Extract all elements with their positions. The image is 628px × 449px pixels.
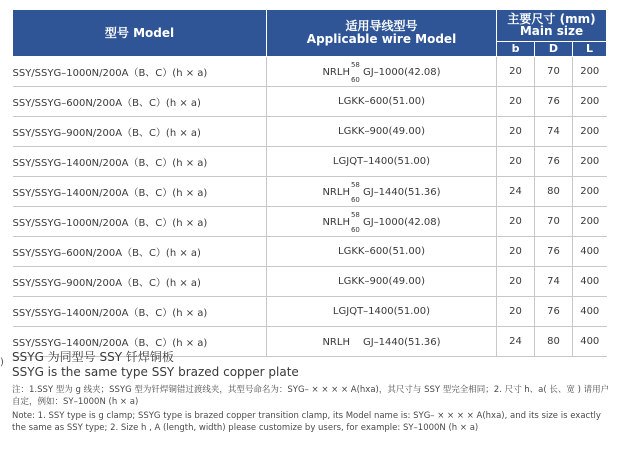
table-row (13, 117, 607, 147)
table-row (13, 267, 607, 297)
wire-suffix: GJ–1440(51.36) (362, 186, 441, 198)
wire-fraction (350, 210, 362, 234)
wire-prefix: LGKK–900(49.00) (338, 276, 425, 287)
fraction-top: 58 (350, 210, 360, 219)
model-cell: SSY/SSYG–1400N/200A（B、C）(h × a) (13, 297, 267, 327)
l-cell: 200 (573, 117, 607, 147)
b-cell: 20 (497, 207, 535, 237)
wire-cell (267, 327, 497, 357)
wire-prefix: LGKK–600(51.00) (338, 246, 425, 257)
wire-prefix: LGJQT–1400(51.00) (332, 306, 431, 317)
wire-cell (267, 87, 497, 117)
d-cell: 80 (535, 177, 573, 207)
l-cell: 200 (573, 57, 607, 87)
wire-prefix: NRLH (322, 186, 350, 198)
wire-prefix: NRLH (322, 66, 350, 78)
wire-fraction (351, 333, 362, 351)
l-cell: 400 (573, 327, 607, 357)
model-cell: SSY/SSYG–900N/200A（B、C）(h × a) (13, 267, 267, 297)
d-cell: 76 (535, 297, 573, 327)
header-size (497, 10, 607, 42)
model-cell: SSY/SSYG–1000N/200A（B、C）(h × a) (13, 207, 267, 237)
table-row (13, 177, 607, 207)
fraction-bottom: 60 (350, 75, 360, 84)
table-row (13, 87, 607, 117)
b-cell: 20 (497, 87, 535, 117)
header-l: L (573, 41, 607, 56)
wire-fraction (350, 180, 362, 204)
d-cell: 76 (535, 147, 573, 177)
header-d: D (535, 41, 573, 56)
table-row (13, 237, 607, 267)
header-wire-cn: 适用导线型号 (345, 19, 418, 34)
b-cell: 20 (497, 117, 535, 147)
table-body (13, 57, 607, 357)
wire-cell (267, 267, 497, 297)
table-row (13, 147, 607, 177)
model-cell: SSY/SSYG–900N/200A（B、C）(h × a) (13, 117, 267, 147)
d-cell: 80 (535, 327, 573, 357)
header-row (13, 10, 607, 42)
b-cell: 24 (497, 177, 535, 207)
wire-fraction (350, 60, 362, 84)
wire-cell (267, 207, 497, 237)
note-title-cn: SSYG 为同型号 SSY 钎焊铜板 (12, 350, 174, 364)
l-cell: 400 (573, 297, 607, 327)
l-cell: 200 (573, 177, 607, 207)
header-size-en: Main size (519, 24, 584, 39)
fraction-bottom: 60 (350, 225, 360, 234)
model-cell: SSY/SSYG–1000N/200A（B、C）(h × a) (13, 57, 267, 87)
l-cell: 200 (573, 147, 607, 177)
wire-suffix: GJ–1000(42.08) (362, 66, 441, 78)
model-cell: SSY/SSYG–600N/200A（B、C）(h × a) (13, 87, 267, 117)
l-cell: 200 (573, 87, 607, 117)
wire-suffix: GJ–1440(51.36) (362, 336, 441, 348)
b-cell: 20 (497, 297, 535, 327)
table-row (13, 57, 607, 87)
header-model: 型号 Model (13, 10, 267, 57)
note-text-cn: 注：1.SSY 型为 g 线夹；SSYG 型为钎焊铜错过渡线夹，其型号命名为：SYG– × × × × A(hxa)，其尺寸与 SSY 型完全相同；2. 尺寸 h、a( 长、宽 ) 请用户自定，例如：SY–1000N (h × a) (12, 385, 610, 407)
fraction-bottom: 60 (350, 195, 360, 204)
table-row (13, 207, 607, 237)
l-cell: 400 (573, 237, 607, 267)
fraction-top: 58 (350, 180, 360, 189)
note-text-en: Note: 1. SSY type is g clamp; SSYG type is brazed copper transition clamp, its Model name is: SYG– × × × × A(hxa), and its size is exactly the same as SSY type; 2. Size h , A (length, width) please customize by users, for example: SY–1000N (h × a) (12, 411, 601, 433)
l-cell: 200 (573, 207, 607, 237)
wire-cell (267, 147, 497, 177)
edge-mark: ) (0, 357, 4, 368)
header-size-cn: 主要尺寸 (mm) (507, 11, 596, 26)
wire-cell (267, 177, 497, 207)
header-wire (267, 10, 497, 57)
d-cell: 74 (535, 267, 573, 297)
wire-prefix: LGKK–600(51.00) (338, 96, 425, 107)
table-row (13, 297, 607, 327)
b-cell: 24 (497, 327, 535, 357)
b-cell: 20 (497, 267, 535, 297)
wire-cell (267, 57, 497, 87)
wire-cell (267, 237, 497, 267)
wire-prefix: NRLH (322, 336, 350, 348)
fraction-top: 58 (350, 60, 360, 69)
model-cell: SSY/SSYG–1400N/200A（B、C）(h × a) (13, 177, 267, 207)
wire-suffix: GJ–1000(42.08) (362, 216, 441, 228)
wire-cell (267, 117, 497, 147)
wire-cell (267, 297, 497, 327)
spec-table (12, 9, 607, 357)
model-cell: SSY/SSYG–1400N/200A（B、C）(h × a) (13, 327, 267, 357)
wire-prefix: LGKK–900(49.00) (338, 126, 425, 137)
header-wire-en: Applicable wire Model (306, 32, 457, 46)
b-cell: 20 (497, 237, 535, 267)
d-cell: 74 (535, 117, 573, 147)
wire-prefix: LGJQT–1400(51.00) (332, 156, 431, 167)
model-cell: SSY/SSYG–1400N/200A（B、C）(h × a) (13, 147, 267, 177)
header-b: b (497, 41, 535, 56)
model-cell: SSY/SSYG–600N/200A（B、C）(h × a) (13, 237, 267, 267)
d-cell: 76 (535, 87, 573, 117)
note-title-en: SSYG is the same type SSY brazed copper plate (12, 365, 299, 379)
d-cell: 76 (535, 237, 573, 267)
b-cell: 20 (497, 147, 535, 177)
wire-prefix: NRLH (322, 216, 350, 228)
d-cell: 70 (535, 57, 573, 87)
l-cell: 400 (573, 267, 607, 297)
b-cell: 20 (497, 57, 535, 87)
d-cell: 70 (535, 207, 573, 237)
